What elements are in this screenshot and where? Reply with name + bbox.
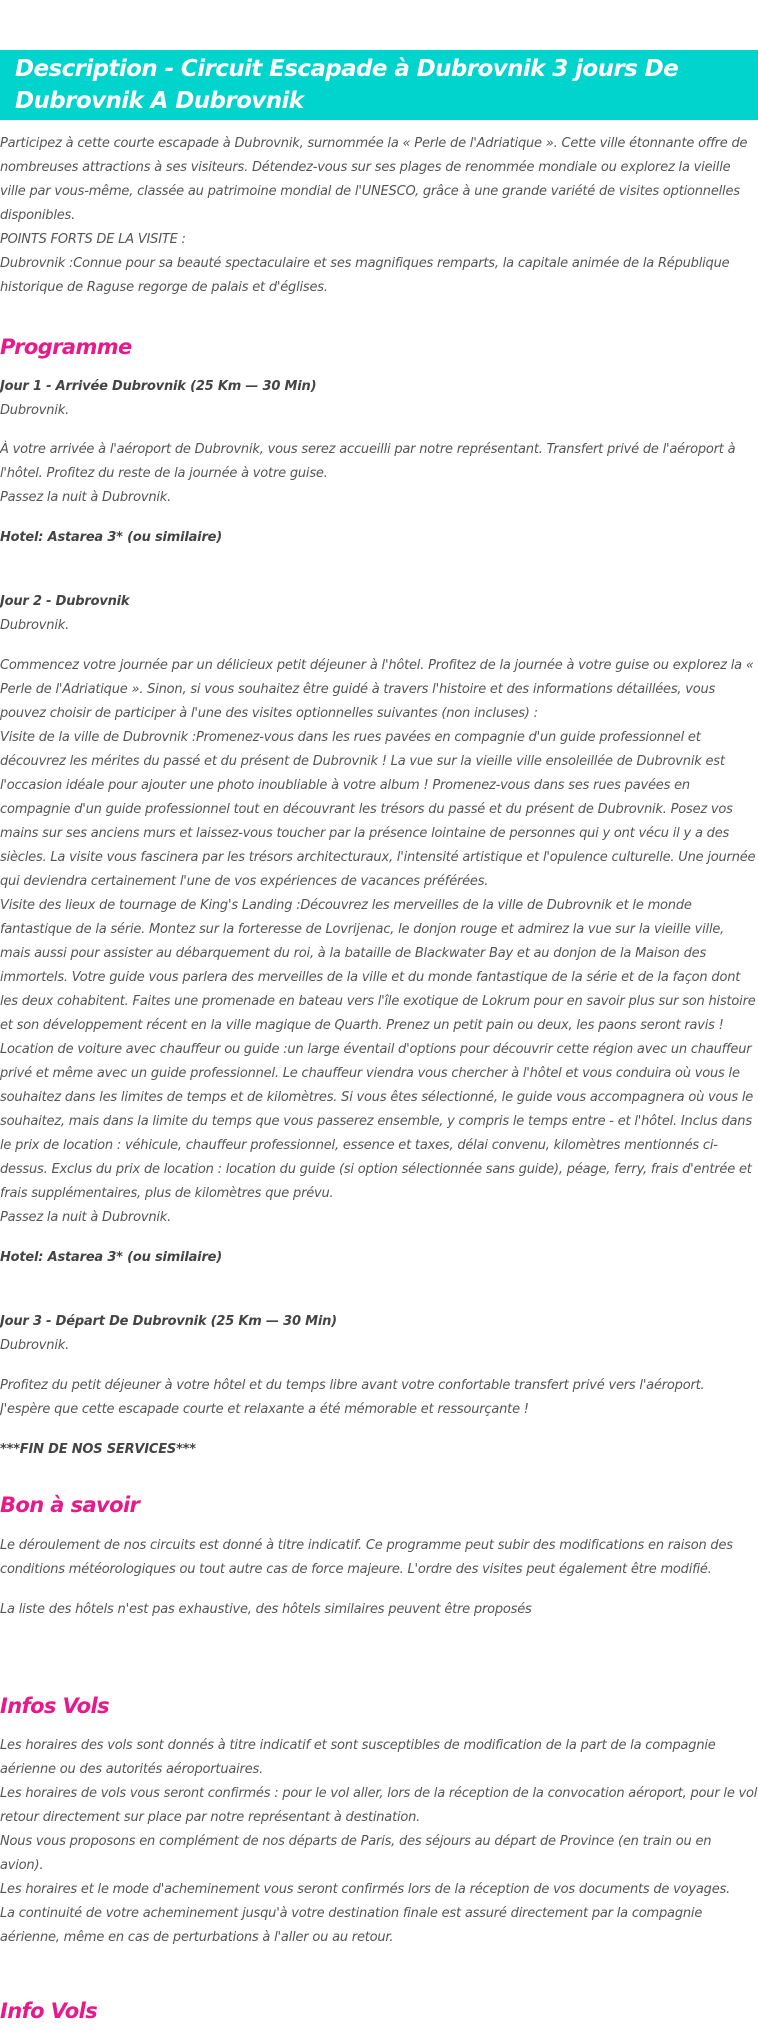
day2-place: Dubrovnik. bbox=[0, 618, 70, 633]
day3-title: Jour 3 - Départ De Dubrovnik (25 Km — 30 Min) bbox=[0, 1314, 337, 1329]
programme-heading: Programme bbox=[0, 335, 132, 359]
bon-a-savoir-p1: Le déroulement de nos circuits est donné à titre indicatif. Ce programme peut subir des modifications en raison des conditions météorologiques ou tout autre cas de force majeure. L'ordre des visites peut également être modifié. bbox=[0, 1538, 733, 1577]
services-end-note: ***FIN DE NOS SERVICES*** bbox=[0, 1442, 196, 1457]
day1-place: Dubrovnik. bbox=[0, 403, 70, 418]
day2-hotel: Hotel: Astarea 3* (ou similaire) bbox=[0, 1250, 223, 1265]
info-vols-heading: Info Vols bbox=[0, 1999, 98, 2023]
day2-title: Jour 2 - Dubrovnik bbox=[0, 594, 130, 609]
bon-a-savoir-p2: La liste des hôtels n'est pas exhaustive, des hôtels similaires peuvent être proposés bbox=[0, 1602, 532, 1617]
day1-body: À votre arrivée à l'aéroport de Dubrovnik, vous serez accueilli par notre représentant. Transfert privé de l'aéroport à l'hôtel. Profitez du reste de la journée à votre guise. Passez la nuit à Dubrovnik. bbox=[0, 442, 736, 505]
intro-text: Participez à cette courte escapade à Dubrovnik, surnommée la « Perle de l'Adriatique ». Cette ville étonnante offre de nombreuses attractions à ses visiteurs. Détendez-vous sur ses plages de renommée mondiale ou explorez la vieille ville par vous-même, classée au patrimoine mondial de l'UNESCO, grâce à une grande variété de visites optionnelles disponibles. POINTS FORTS DE LA VISITE : Dubrovnik :Connue pour sa beauté spectaculaire et ses magnifiques remparts, la capitale animée de la République historique de Raguse regorge de palais et d'églises. bbox=[0, 136, 748, 295]
infos-vols-body: Les horaires des vols sont donnés à titre indicatif et sont susceptibles de modification de la part de la compagnie aérienne ou des autorités aéroportuaires. Les horaires de vols vous seront confirmés : pour le vol aller, lors de la réception de la convocation aéroport, pour le vol retour directement sur place par notre représentant à destination. Nous vous proposons en complément de nos départs de Paris, des séjours au départ de Province (en train ou en avion). Les horaires et le mode d'acheminement vous seront confirmés lors de la réception de vos documents de voyages. La continuité de votre acheminement jusqu'à votre destination finale est assuré directement par la compagnie aérienne, même en cas de perturbations à l'aller ou au retour. bbox=[0, 1738, 758, 1945]
page-title: Description - Circuit Escapade à Dubrovnik 3 jours De Dubrovnik A Dubrovnik bbox=[15, 56, 679, 114]
day1-hotel: Hotel: Astarea 3* (ou similaire) bbox=[0, 530, 223, 545]
infos-vols-heading: Infos Vols bbox=[0, 1694, 109, 1718]
day3-place: Dubrovnik. bbox=[0, 1338, 70, 1353]
day1-title: Jour 1 - Arrivée Dubrovnik (25 Km — 30 Min) bbox=[0, 379, 317, 394]
day2-body: Commencez votre journée par un délicieux petit déjeuner à l'hôtel. Profitez de la journée à votre guise ou explorez la « Perle de l'Adriatique ». Sinon, si vous souhaitez être guidé à travers l'histoire et des informations détaillées, vous pouvez choisir de participer à l'une des visites optionnelles suivantes (non incluses) : Visite de la ville de Dubrovnik :Promenez-vous dans les rues pavées en compagnie d'un guide professionnel et découvrez les mérites du passé et du présent de Dubrovnik ! La vue sur la vieille ville ensoleillée de Dubrovnik est l'occasion idéale pour ajouter une photo inoubliable à votre album ! Promenez-vous dans ses rues pavées en compagnie d'un guide professionnel tout en découvrant les trésors du passé et du présent de Dubrovnik. Posez vos mains sur ses anciens murs et laissez-vous toucher par la présence lointaine de personnes qui y ont vécu il y a des siècles. La visite vous fascinera par les trésors architecturaux, l'intensité artistique et l'opulence culturelle. Une journée qui deviendra certainement l'une de vos expériences de vacances préférées. Visite des lieux de tournage de King's Landing :Découvrez les merveilles de la ville de Dubrovnik et le monde fantastique de la série. Montez sur la forteresse de Lovrijenac, le donjon rouge et admirez la vue sur la vieille ville, mais aussi pour assister au débarquement du roi, à la bataille de Blackwater Bay et au donjon de la Maison des immortels. Votre guide vous parlera des merveilles de la ville et du monde fantastique de la série et de la façon dont les deux cohabitent. Faites une promenade en bateau vers l'île exotique de Lokrum pour en savoir plus sur son histoire et son développement récent en la ville magique de Quarth. Prenez un petit pain ou deux, les paons seront ravis ! Location de voiture avec chauffeur ou guide :un large éventail d'options pour découvrir cette région avec un chauffeur privé et même avec un guide professionnel. Le chauffeur viendra vous chercher à l'hôtel et vous conduira où vous le souhaitez dans les limites de temps et de kilomètres. Si vous êtes sélectionné, le guide vous accompagnera où vous le souhaitez, mais dans la limite du temps que vous passerez ensemble, y compris le temps entre - et l'hôtel. Inclus dans le prix de location : véhicule, chauffeur professionnel, essence et taxes, délai convenu, kilomètres mentionnés ci-dessus. Exclus du prix de location : location du guide (si option sélectionnée sans guide), péage, ferry, frais d'entrée et frais supplémentaires, plus de kilomètres que prévu. Passez la nuit à Dubrovnik. bbox=[0, 658, 756, 1225]
title-banner bbox=[0, 50, 758, 120]
day3-body: Profitez du petit déjeuner à votre hôtel et du temps libre avant votre confortable transfert privé vers l'aéroport. J'espère que cette escapade courte et relaxante a été mémorable et ressourçante ! bbox=[0, 1378, 705, 1417]
bon-a-savoir-heading: Bon à savoir bbox=[0, 1493, 140, 1517]
